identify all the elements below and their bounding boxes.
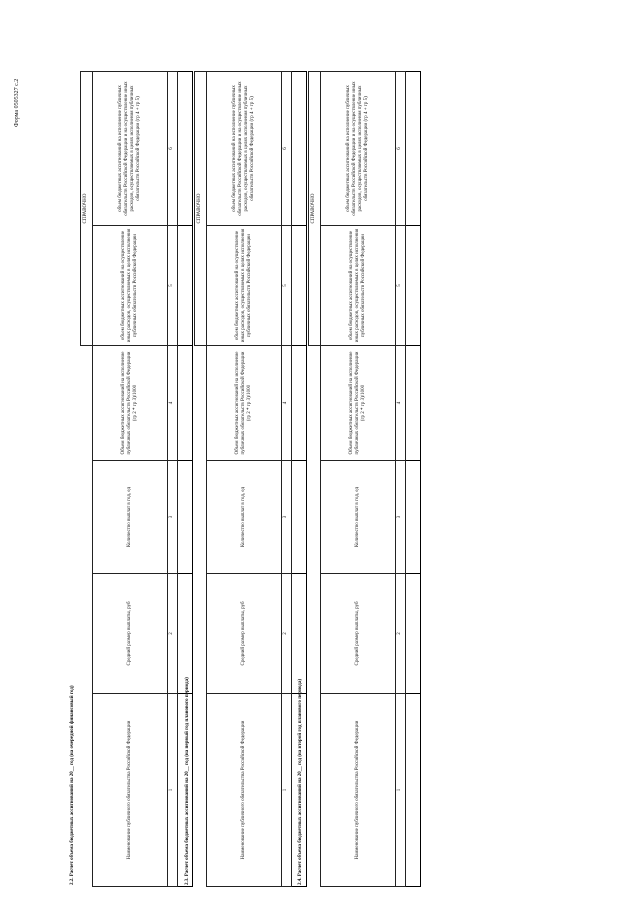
header-obligation-name: Наименование публичного обязательства Российской Федерации <box>207 694 282 887</box>
section-title-2-4: 2.4. Расчет объема бюджетных ассигнований на 20__ год (на второй год планового периода) <box>298 678 303 885</box>
header-payments-count: Количество выплат в год, ед <box>207 461 282 574</box>
column-number: 3 <box>396 461 406 574</box>
reference-group-header: СПРАВОЧНО <box>81 72 93 346</box>
header-average-payment: Средний размер выплаты, руб <box>321 574 396 694</box>
table-cell[interactable] <box>292 226 307 346</box>
rotated-page-content <box>8 65 408 895</box>
header-allocation-volume: Объем бюджетных ассигнований на исполнение публичных обязательств Российской Федерации (гр 2 * гр 3)/1000 <box>321 346 396 461</box>
header-total-allocation: объем бюджетных ассигнований на исполнение публичных обязательств Российской Федерации и на осуществление иных расходов, осуществляемых в целях исполнения публичных обязательств Российской Федерации (гр 4 + гр 5) <box>207 72 282 226</box>
header-total-allocation: объем бюджетных ассигнований на исполнение публичных обязательств Российской Федерации и на осуществление иных расходов, осуществляемых в целях исполнения публичных обязательств Российской Федерации (гр 4 + гр 5) <box>93 72 168 226</box>
calc-table-2-3 <box>194 71 307 887</box>
column-number: 3 <box>168 461 178 574</box>
reference-group-header: СПРАВОЧНО <box>309 72 321 346</box>
column-number: 6 <box>396 72 406 226</box>
header-average-payment: Средний размер выплаты, руб <box>207 574 282 694</box>
column-number: 1 <box>168 694 178 887</box>
section-title-2-3: 2.3. Расчет объема бюджетных ассигнований на 20__ год (на первый год планового периода) <box>185 677 190 885</box>
column-number: 3 <box>282 461 292 574</box>
table-cell[interactable] <box>178 574 193 694</box>
column-number: 4 <box>168 346 178 461</box>
header-other-expenses: объем бюджетных ассигнований на осуществление иных расходов, осуществляемых в целях исполнения публичных обязательств Российской Федерации <box>321 226 396 346</box>
table-cell[interactable] <box>292 461 307 574</box>
column-number: 5 <box>282 226 292 346</box>
table-cell[interactable] <box>406 72 421 226</box>
table-cell[interactable] <box>406 461 421 574</box>
column-number: 2 <box>168 574 178 694</box>
header-other-expenses: объем бюджетных ассигнований на осуществление иных расходов, осуществляемых в целях исполнения публичных обязательств Российской Федерации <box>93 226 168 346</box>
table-cell[interactable] <box>292 346 307 461</box>
table-cell[interactable] <box>292 72 307 226</box>
header-allocation-volume: Объем бюджетных ассигнований на исполнение публичных обязательств Российской Федерации (гр 2 * гр 3)/1000 <box>207 346 282 461</box>
reference-group-header: СПРАВОЧНО <box>195 72 207 346</box>
column-number: 4 <box>396 346 406 461</box>
header-obligation-name: Наименование публичного обязательства Российской Федерации <box>321 694 396 887</box>
calc-table-2-2 <box>80 71 193 887</box>
table-cell[interactable] <box>406 694 421 887</box>
column-number: 5 <box>396 226 406 346</box>
column-number: 2 <box>282 574 292 694</box>
table-cell[interactable] <box>178 72 193 226</box>
column-number: 2 <box>396 574 406 694</box>
column-number: 5 <box>168 226 178 346</box>
calc-table-2-4 <box>308 71 421 887</box>
table-cell[interactable] <box>406 346 421 461</box>
header-obligation-name: Наименование публичного обязательства Российской Федерации <box>93 694 168 887</box>
column-number: 1 <box>282 694 292 887</box>
header-allocation-volume: Объем бюджетных ассигнований на исполнение публичных обязательств Российской Федерации (гр 2 * гр 3)/1000 <box>93 346 168 461</box>
header-payments-count: Количество выплат в год, ед <box>93 461 168 574</box>
column-number: 1 <box>396 694 406 887</box>
table-cell[interactable] <box>178 346 193 461</box>
header-other-expenses: объем бюджетных ассигнований на осуществление иных расходов, осуществляемых в целях исполнения публичных обязательств Российской Федерации <box>207 226 282 346</box>
header-average-payment: Средний размер выплаты, руб <box>93 574 168 694</box>
table-cell[interactable] <box>292 574 307 694</box>
header-total-allocation: объем бюджетных ассигнований на исполнение публичных обязательств Российской Федерации и на осуществление иных расходов, осуществляемых в целях исполнения публичных обязательств Российской Федерации (гр 4 + гр 5) <box>321 72 396 226</box>
header-payments-count: Количество выплат в год, ед <box>321 461 396 574</box>
table-cell[interactable] <box>406 574 421 694</box>
table-cell[interactable] <box>178 461 193 574</box>
form-label: Форма 0505327 с.2 <box>14 78 20 127</box>
column-number: 6 <box>282 72 292 226</box>
column-number: 6 <box>168 72 178 226</box>
table-cell[interactable] <box>406 226 421 346</box>
table-cell[interactable] <box>178 226 193 346</box>
column-number: 4 <box>282 346 292 461</box>
section-title-2-2: 2.2. Расчет объема бюджетных ассигнований на 20__ год (на очередной финансовый год) <box>70 685 75 885</box>
